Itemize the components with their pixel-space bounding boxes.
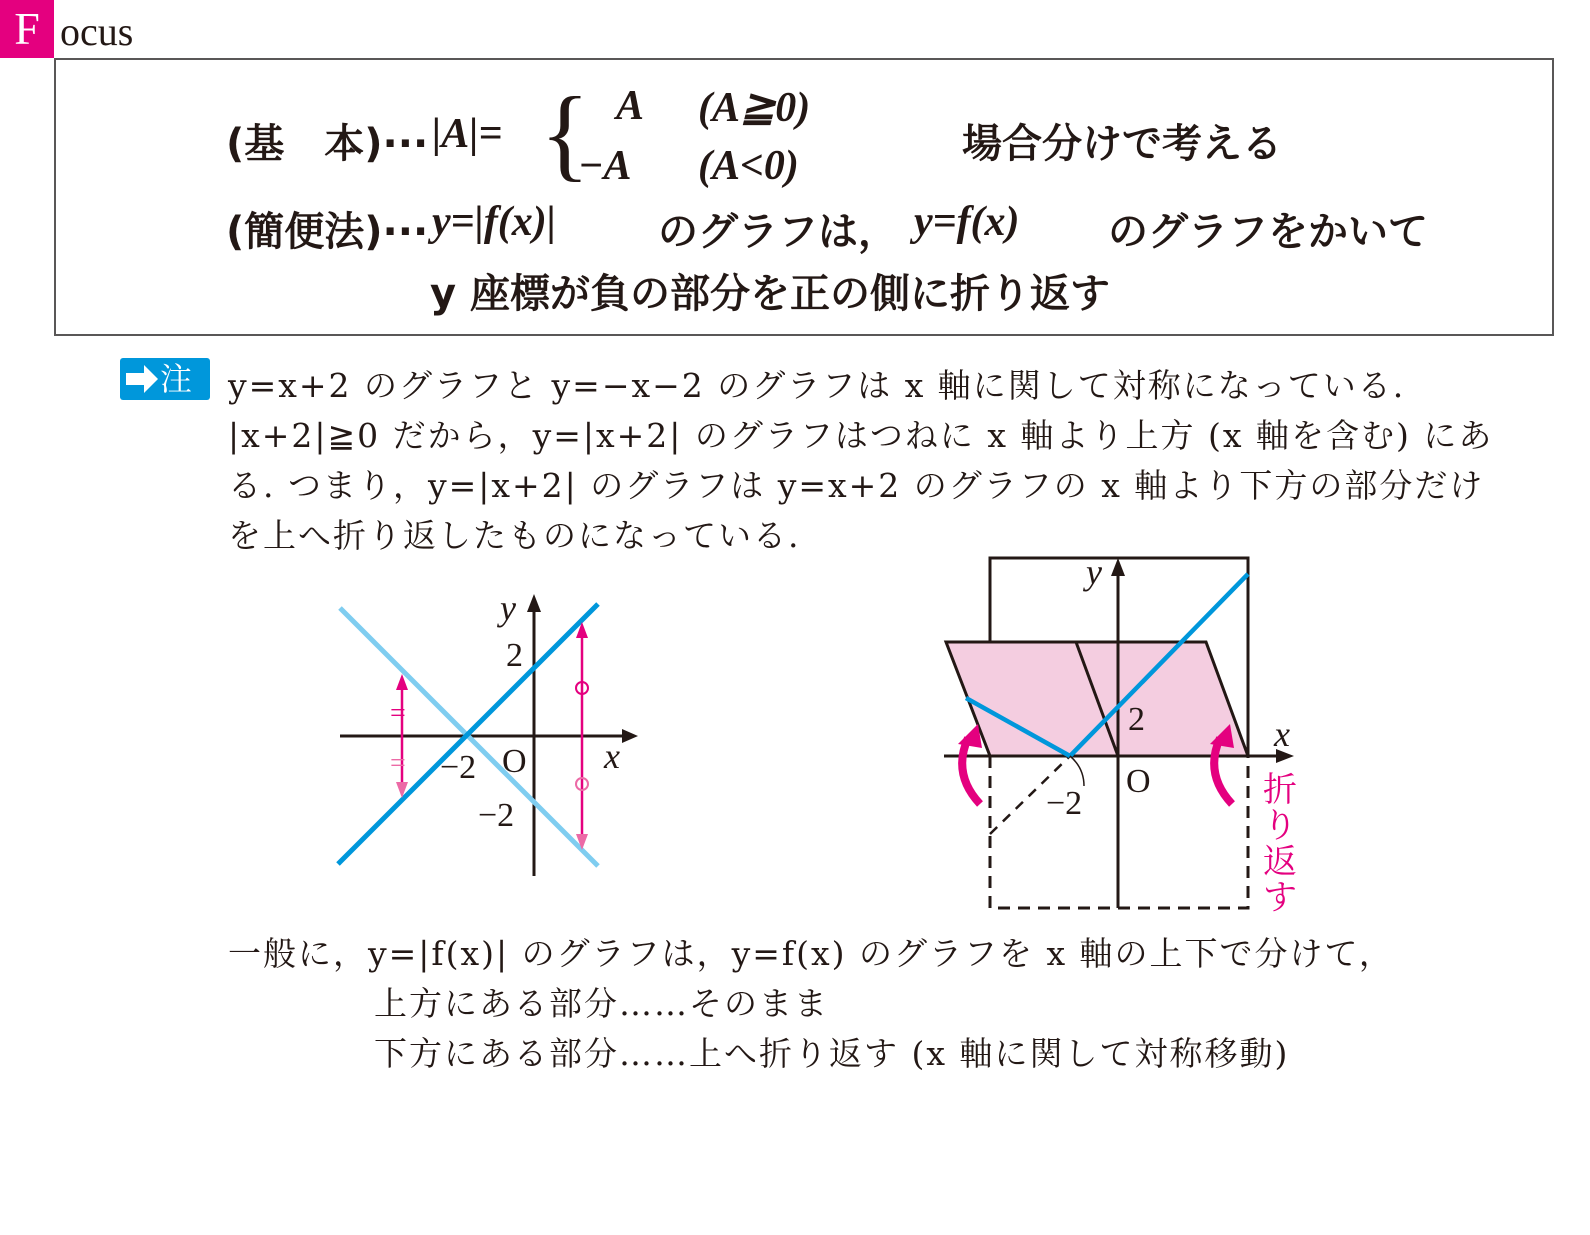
note-line-2: |x+2|≧0 だから，y=|x+2| のグラフはつねに x 軸より上方 (x 軸を含む) にあ [228,416,1494,455]
general-line-1: 一般に，y=|f(x)| のグラフは，y=f(x) のグラフを x 軸の上下で分けて， [228,934,1394,973]
graph-left-origin: O [502,743,527,780]
rule-basic-case1-cond: (A≧0) [698,85,811,131]
rule-simple-expr: y=|f(x)| [432,199,557,245]
graph-right-tick-y-pos: 2 [1128,701,1145,738]
rule-simple-label: (簡便法)··· [226,209,429,255]
graph-left-x-label: x [604,736,620,776]
note-line-4: を上へ折り返したものになっている. [228,516,801,555]
rule-basic-brace: { [540,76,590,191]
graph-right-y-arrow [1111,558,1125,576]
rule-basic-case2-value: −A [578,143,632,189]
graph-left-tick-x-neg: −2 [440,749,477,786]
graph-left-tick-y-neg: −2 [478,797,515,834]
fold-char-3: 返 [1263,842,1297,882]
rule-simple-expr2: y=f(x) [914,199,1020,245]
rule-simple-text2: のグラフをかいて [1108,209,1428,255]
note-line-1: y=x+2 のグラフと y=−x−2 のグラフは x 軸に関して対称になっている. [228,366,1406,405]
graph-right-fold-arrow-left [962,738,980,804]
general-line-3: 下方にある部分……上へ折り返す (x 軸に関して対称移動) [374,1034,1290,1073]
rule-basic-note: 場合分けで考える [962,121,1282,167]
rule-basic-lhs: |A|= [432,111,503,157]
focus-badge: F [0,0,54,58]
focus-title: ocus [60,9,134,54]
rule-basic-label: (基 本)··· [226,121,429,167]
general-line-2: 上方にある部分……そのまま [374,984,829,1023]
rule-simple-text1: のグラフは， [658,209,898,255]
fold-char-2: り [1263,806,1297,846]
graph-right-fold-label [1258,772,1302,916]
graph-left-y-label: y [500,588,516,628]
graph-left-mark-equal-upper: = [390,698,406,729]
graph-right-origin: O [1126,763,1151,800]
note-badge-label: 注 [160,360,193,398]
rule-basic-case2-cond: (A<0) [698,143,799,189]
note-line-3: る. つまり，y=|x+2| のグラフは y=x+2 のグラフの x 軸より下方の部分だけ [228,466,1485,505]
graph-left-tick-y-pos: 2 [506,637,523,674]
graph-left-mark-equal-lower: = [390,748,406,779]
fold-char-1: 折 [1263,770,1297,810]
graph-right-y-label: y [1086,552,1102,592]
graph-right-x-label: x [1274,714,1290,754]
rule-basic-case1-value: A [616,83,645,129]
fold-char-4: す [1263,878,1297,918]
graph-right-tick-x-neg: −2 [1046,785,1083,822]
rule-simple-line2: y 座標が負の部分を正の側に折り返す [430,271,1110,317]
